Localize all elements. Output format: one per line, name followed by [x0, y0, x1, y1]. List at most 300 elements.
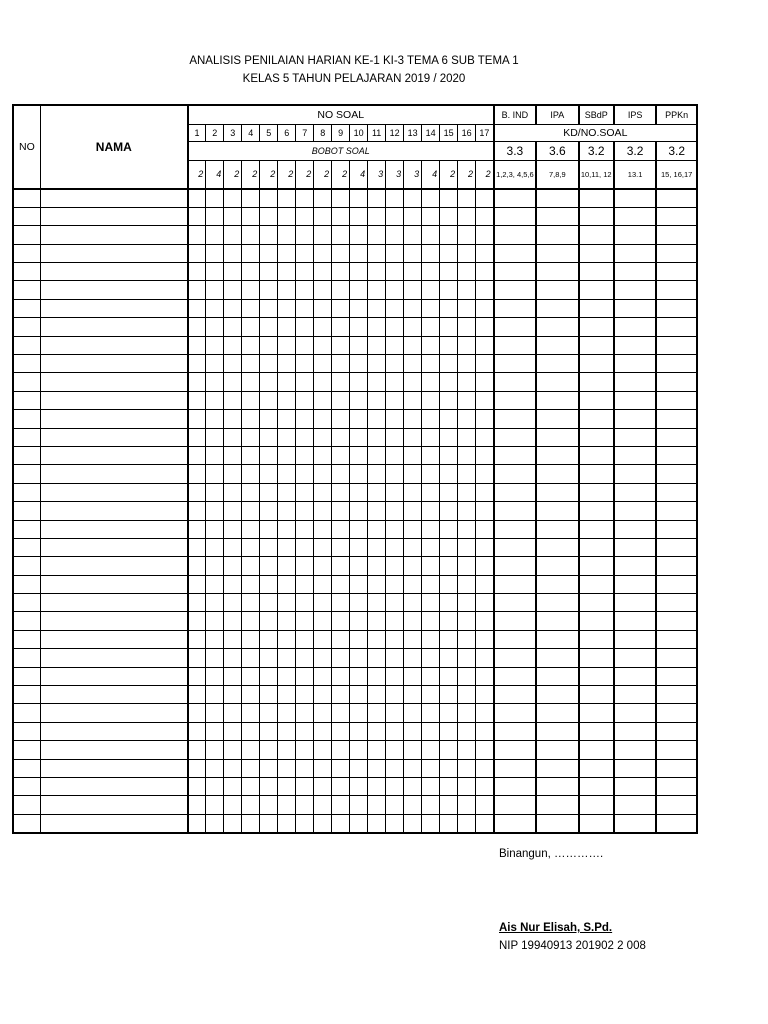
row-score-cell[interactable] — [458, 226, 476, 244]
row-score-cell[interactable] — [224, 759, 242, 777]
row-score-cell[interactable] — [422, 686, 440, 704]
row-score-cell[interactable] — [386, 244, 404, 262]
row-score-cell[interactable] — [188, 226, 206, 244]
row-score-cell[interactable] — [206, 722, 224, 740]
row-score-cell[interactable] — [188, 538, 206, 556]
row-score-cell[interactable] — [206, 281, 224, 299]
row-score-cell[interactable] — [278, 686, 296, 704]
row-score-cell[interactable] — [350, 630, 368, 648]
row-score-cell[interactable] — [332, 410, 350, 428]
row-score-cell[interactable] — [386, 189, 404, 207]
row-score-cell[interactable] — [536, 538, 578, 556]
row-no-cell[interactable] — [13, 722, 40, 740]
row-score-cell[interactable] — [206, 226, 224, 244]
row-score-cell[interactable] — [476, 318, 494, 336]
row-score-cell[interactable] — [458, 373, 476, 391]
row-score-cell[interactable] — [614, 355, 656, 373]
row-score-cell[interactable] — [368, 796, 386, 814]
row-score-cell[interactable] — [386, 446, 404, 464]
row-score-cell[interactable] — [278, 391, 296, 409]
row-score-cell[interactable] — [242, 336, 260, 354]
row-score-cell[interactable] — [386, 538, 404, 556]
row-score-cell[interactable] — [350, 759, 368, 777]
row-no-cell[interactable] — [13, 594, 40, 612]
row-score-cell[interactable] — [350, 741, 368, 759]
row-score-cell[interactable] — [656, 649, 697, 667]
row-score-cell[interactable] — [242, 520, 260, 538]
row-score-cell[interactable] — [314, 538, 332, 556]
row-score-cell[interactable] — [368, 465, 386, 483]
row-score-cell[interactable] — [579, 428, 614, 446]
row-score-cell[interactable] — [368, 483, 386, 501]
row-score-cell[interactable] — [404, 299, 422, 317]
row-score-cell[interactable] — [314, 281, 332, 299]
row-score-cell[interactable] — [458, 483, 476, 501]
row-score-cell[interactable] — [614, 741, 656, 759]
row-name-cell[interactable] — [40, 520, 188, 538]
row-score-cell[interactable] — [260, 722, 278, 740]
row-score-cell[interactable] — [260, 796, 278, 814]
row-score-cell[interactable] — [656, 336, 697, 354]
row-score-cell[interactable] — [656, 207, 697, 225]
row-name-cell[interactable] — [40, 796, 188, 814]
row-score-cell[interactable] — [476, 649, 494, 667]
row-no-cell[interactable] — [13, 318, 40, 336]
row-score-cell[interactable] — [242, 502, 260, 520]
row-score-cell[interactable] — [350, 796, 368, 814]
row-no-cell[interactable] — [13, 244, 40, 262]
row-score-cell[interactable] — [579, 630, 614, 648]
row-score-cell[interactable] — [404, 263, 422, 281]
row-score-cell[interactable] — [494, 704, 536, 722]
row-score-cell[interactable] — [476, 502, 494, 520]
row-score-cell[interactable] — [206, 373, 224, 391]
row-score-cell[interactable] — [422, 612, 440, 630]
row-score-cell[interactable] — [656, 557, 697, 575]
row-score-cell[interactable] — [314, 410, 332, 428]
row-score-cell[interactable] — [314, 299, 332, 317]
row-score-cell[interactable] — [440, 722, 458, 740]
row-no-cell[interactable] — [13, 649, 40, 667]
row-no-cell[interactable] — [13, 741, 40, 759]
row-score-cell[interactable] — [242, 630, 260, 648]
row-score-cell[interactable] — [296, 722, 314, 740]
row-score-cell[interactable] — [458, 520, 476, 538]
row-score-cell[interactable] — [350, 538, 368, 556]
row-score-cell[interactable] — [614, 336, 656, 354]
row-score-cell[interactable] — [386, 226, 404, 244]
row-score-cell[interactable] — [224, 502, 242, 520]
row-score-cell[interactable] — [440, 391, 458, 409]
row-score-cell[interactable] — [206, 446, 224, 464]
row-score-cell[interactable] — [579, 281, 614, 299]
row-score-cell[interactable] — [368, 373, 386, 391]
row-score-cell[interactable] — [242, 299, 260, 317]
row-score-cell[interactable] — [368, 428, 386, 446]
row-score-cell[interactable] — [579, 483, 614, 501]
row-no-cell[interactable] — [13, 446, 40, 464]
row-score-cell[interactable] — [278, 207, 296, 225]
row-score-cell[interactable] — [350, 207, 368, 225]
row-no-cell[interactable] — [13, 465, 40, 483]
row-score-cell[interactable] — [422, 667, 440, 685]
row-score-cell[interactable] — [656, 410, 697, 428]
row-score-cell[interactable] — [494, 594, 536, 612]
row-score-cell[interactable] — [296, 299, 314, 317]
row-score-cell[interactable] — [278, 630, 296, 648]
row-score-cell[interactable] — [278, 778, 296, 796]
row-score-cell[interactable] — [440, 686, 458, 704]
row-score-cell[interactable] — [224, 796, 242, 814]
row-name-cell[interactable] — [40, 318, 188, 336]
row-score-cell[interactable] — [458, 796, 476, 814]
row-score-cell[interactable] — [614, 667, 656, 685]
row-name-cell[interactable] — [40, 741, 188, 759]
row-score-cell[interactable] — [536, 483, 578, 501]
row-score-cell[interactable] — [188, 667, 206, 685]
row-name-cell[interactable] — [40, 410, 188, 428]
row-score-cell[interactable] — [206, 336, 224, 354]
row-score-cell[interactable] — [242, 759, 260, 777]
row-score-cell[interactable] — [188, 391, 206, 409]
row-score-cell[interactable] — [536, 594, 578, 612]
row-no-cell[interactable] — [13, 575, 40, 593]
row-score-cell[interactable] — [242, 612, 260, 630]
row-score-cell[interactable] — [350, 612, 368, 630]
row-score-cell[interactable] — [386, 281, 404, 299]
row-no-cell[interactable] — [13, 502, 40, 520]
row-score-cell[interactable] — [224, 686, 242, 704]
row-score-cell[interactable] — [476, 612, 494, 630]
row-score-cell[interactable] — [422, 557, 440, 575]
row-score-cell[interactable] — [206, 612, 224, 630]
row-score-cell[interactable] — [278, 612, 296, 630]
row-score-cell[interactable] — [536, 189, 578, 207]
row-score-cell[interactable] — [242, 428, 260, 446]
row-score-cell[interactable] — [536, 391, 578, 409]
row-score-cell[interactable] — [278, 318, 296, 336]
row-score-cell[interactable] — [242, 391, 260, 409]
row-score-cell[interactable] — [224, 355, 242, 373]
row-score-cell[interactable] — [614, 759, 656, 777]
row-score-cell[interactable] — [536, 263, 578, 281]
row-score-cell[interactable] — [440, 355, 458, 373]
row-no-cell[interactable] — [13, 391, 40, 409]
row-score-cell[interactable] — [458, 759, 476, 777]
row-score-cell[interactable] — [476, 483, 494, 501]
row-score-cell[interactable] — [188, 263, 206, 281]
row-score-cell[interactable] — [242, 207, 260, 225]
row-score-cell[interactable] — [386, 704, 404, 722]
row-score-cell[interactable] — [332, 318, 350, 336]
row-score-cell[interactable] — [614, 244, 656, 262]
row-score-cell[interactable] — [536, 704, 578, 722]
row-score-cell[interactable] — [386, 355, 404, 373]
row-score-cell[interactable] — [422, 759, 440, 777]
row-name-cell[interactable] — [40, 465, 188, 483]
row-score-cell[interactable] — [278, 263, 296, 281]
row-score-cell[interactable] — [386, 667, 404, 685]
row-score-cell[interactable] — [206, 189, 224, 207]
row-score-cell[interactable] — [260, 814, 278, 832]
row-score-cell[interactable] — [206, 814, 224, 832]
row-score-cell[interactable] — [422, 355, 440, 373]
row-score-cell[interactable] — [224, 244, 242, 262]
row-score-cell[interactable] — [494, 281, 536, 299]
row-score-cell[interactable] — [422, 207, 440, 225]
row-score-cell[interactable] — [332, 741, 350, 759]
row-score-cell[interactable] — [404, 391, 422, 409]
row-score-cell[interactable] — [536, 667, 578, 685]
row-score-cell[interactable] — [242, 741, 260, 759]
row-score-cell[interactable] — [476, 575, 494, 593]
row-score-cell[interactable] — [579, 557, 614, 575]
row-score-cell[interactable] — [296, 502, 314, 520]
row-score-cell[interactable] — [440, 410, 458, 428]
row-score-cell[interactable] — [656, 538, 697, 556]
row-no-cell[interactable] — [13, 814, 40, 832]
row-score-cell[interactable] — [296, 281, 314, 299]
row-score-cell[interactable] — [458, 502, 476, 520]
row-score-cell[interactable] — [278, 410, 296, 428]
row-score-cell[interactable] — [458, 428, 476, 446]
row-score-cell[interactable] — [314, 520, 332, 538]
row-name-cell[interactable] — [40, 483, 188, 501]
row-score-cell[interactable] — [296, 373, 314, 391]
row-score-cell[interactable] — [206, 520, 224, 538]
row-score-cell[interactable] — [536, 336, 578, 354]
row-score-cell[interactable] — [278, 520, 296, 538]
row-score-cell[interactable] — [278, 502, 296, 520]
row-score-cell[interactable] — [579, 520, 614, 538]
row-score-cell[interactable] — [614, 630, 656, 648]
row-score-cell[interactable] — [188, 446, 206, 464]
row-name-cell[interactable] — [40, 538, 188, 556]
row-score-cell[interactable] — [404, 575, 422, 593]
row-score-cell[interactable] — [494, 483, 536, 501]
row-score-cell[interactable] — [350, 667, 368, 685]
row-score-cell[interactable] — [188, 336, 206, 354]
row-score-cell[interactable] — [260, 686, 278, 704]
row-score-cell[interactable] — [278, 814, 296, 832]
row-score-cell[interactable] — [476, 704, 494, 722]
row-score-cell[interactable] — [476, 796, 494, 814]
row-score-cell[interactable] — [332, 189, 350, 207]
row-score-cell[interactable] — [368, 189, 386, 207]
row-score-cell[interactable] — [536, 612, 578, 630]
row-score-cell[interactable] — [386, 391, 404, 409]
row-score-cell[interactable] — [296, 318, 314, 336]
row-score-cell[interactable] — [332, 483, 350, 501]
row-score-cell[interactable] — [494, 391, 536, 409]
row-score-cell[interactable] — [440, 263, 458, 281]
row-score-cell[interactable] — [242, 244, 260, 262]
row-score-cell[interactable] — [224, 575, 242, 593]
row-score-cell[interactable] — [494, 244, 536, 262]
row-score-cell[interactable] — [224, 741, 242, 759]
row-score-cell[interactable] — [260, 759, 278, 777]
row-score-cell[interactable] — [494, 722, 536, 740]
row-score-cell[interactable] — [404, 336, 422, 354]
row-score-cell[interactable] — [368, 686, 386, 704]
row-score-cell[interactable] — [206, 557, 224, 575]
row-score-cell[interactable] — [332, 299, 350, 317]
row-score-cell[interactable] — [242, 226, 260, 244]
row-name-cell[interactable] — [40, 446, 188, 464]
row-score-cell[interactable] — [458, 778, 476, 796]
row-score-cell[interactable] — [314, 207, 332, 225]
row-score-cell[interactable] — [404, 428, 422, 446]
row-no-cell[interactable] — [13, 557, 40, 575]
row-score-cell[interactable] — [242, 538, 260, 556]
row-score-cell[interactable] — [404, 318, 422, 336]
row-name-cell[interactable] — [40, 704, 188, 722]
row-score-cell[interactable] — [476, 538, 494, 556]
row-score-cell[interactable] — [440, 778, 458, 796]
row-score-cell[interactable] — [206, 704, 224, 722]
row-score-cell[interactable] — [536, 814, 578, 832]
row-score-cell[interactable] — [224, 722, 242, 740]
row-score-cell[interactable] — [386, 336, 404, 354]
row-score-cell[interactable] — [579, 704, 614, 722]
row-score-cell[interactable] — [188, 373, 206, 391]
row-score-cell[interactable] — [332, 446, 350, 464]
row-no-cell[interactable] — [13, 263, 40, 281]
row-score-cell[interactable] — [242, 814, 260, 832]
row-score-cell[interactable] — [494, 299, 536, 317]
row-score-cell[interactable] — [368, 722, 386, 740]
row-score-cell[interactable] — [296, 391, 314, 409]
row-score-cell[interactable] — [404, 704, 422, 722]
row-score-cell[interactable] — [656, 465, 697, 483]
row-name-cell[interactable] — [40, 355, 188, 373]
row-score-cell[interactable] — [206, 538, 224, 556]
row-score-cell[interactable] — [224, 318, 242, 336]
row-score-cell[interactable] — [224, 520, 242, 538]
row-score-cell[interactable] — [536, 244, 578, 262]
row-score-cell[interactable] — [314, 649, 332, 667]
row-score-cell[interactable] — [332, 502, 350, 520]
row-score-cell[interactable] — [536, 281, 578, 299]
row-score-cell[interactable] — [188, 704, 206, 722]
row-score-cell[interactable] — [350, 336, 368, 354]
row-score-cell[interactable] — [368, 446, 386, 464]
row-score-cell[interactable] — [440, 520, 458, 538]
row-score-cell[interactable] — [206, 649, 224, 667]
row-score-cell[interactable] — [440, 667, 458, 685]
row-score-cell[interactable] — [296, 741, 314, 759]
row-score-cell[interactable] — [188, 318, 206, 336]
row-score-cell[interactable] — [260, 226, 278, 244]
row-score-cell[interactable] — [476, 741, 494, 759]
row-score-cell[interactable] — [314, 778, 332, 796]
row-score-cell[interactable] — [260, 410, 278, 428]
row-score-cell[interactable] — [494, 686, 536, 704]
row-score-cell[interactable] — [386, 814, 404, 832]
row-score-cell[interactable] — [404, 778, 422, 796]
row-score-cell[interactable] — [206, 759, 224, 777]
row-score-cell[interactable] — [656, 759, 697, 777]
row-score-cell[interactable] — [332, 207, 350, 225]
row-score-cell[interactable] — [242, 594, 260, 612]
row-name-cell[interactable] — [40, 778, 188, 796]
row-name-cell[interactable] — [40, 244, 188, 262]
row-score-cell[interactable] — [476, 244, 494, 262]
row-score-cell[interactable] — [614, 575, 656, 593]
row-score-cell[interactable] — [656, 778, 697, 796]
row-score-cell[interactable] — [579, 446, 614, 464]
row-score-cell[interactable] — [296, 483, 314, 501]
row-score-cell[interactable] — [188, 741, 206, 759]
row-no-cell[interactable] — [13, 189, 40, 207]
row-score-cell[interactable] — [458, 686, 476, 704]
row-score-cell[interactable] — [494, 207, 536, 225]
row-score-cell[interactable] — [278, 336, 296, 354]
row-score-cell[interactable] — [350, 446, 368, 464]
row-score-cell[interactable] — [386, 263, 404, 281]
row-score-cell[interactable] — [494, 502, 536, 520]
row-score-cell[interactable] — [422, 391, 440, 409]
row-score-cell[interactable] — [332, 814, 350, 832]
row-score-cell[interactable] — [278, 373, 296, 391]
row-score-cell[interactable] — [260, 336, 278, 354]
row-score-cell[interactable] — [242, 722, 260, 740]
row-score-cell[interactable] — [614, 502, 656, 520]
row-score-cell[interactable] — [579, 759, 614, 777]
row-no-cell[interactable] — [13, 299, 40, 317]
row-score-cell[interactable] — [458, 575, 476, 593]
row-score-cell[interactable] — [332, 281, 350, 299]
row-score-cell[interactable] — [458, 318, 476, 336]
row-score-cell[interactable] — [656, 446, 697, 464]
row-score-cell[interactable] — [224, 667, 242, 685]
row-no-cell[interactable] — [13, 796, 40, 814]
row-score-cell[interactable] — [476, 373, 494, 391]
row-score-cell[interactable] — [296, 263, 314, 281]
row-name-cell[interactable] — [40, 226, 188, 244]
row-score-cell[interactable] — [332, 612, 350, 630]
row-score-cell[interactable] — [422, 778, 440, 796]
row-score-cell[interactable] — [350, 649, 368, 667]
row-score-cell[interactable] — [404, 502, 422, 520]
row-score-cell[interactable] — [278, 575, 296, 593]
row-score-cell[interactable] — [404, 189, 422, 207]
row-score-cell[interactable] — [350, 686, 368, 704]
row-score-cell[interactable] — [422, 263, 440, 281]
row-score-cell[interactable] — [536, 741, 578, 759]
row-score-cell[interactable] — [296, 814, 314, 832]
row-score-cell[interactable] — [579, 391, 614, 409]
row-score-cell[interactable] — [332, 355, 350, 373]
row-score-cell[interactable] — [440, 318, 458, 336]
row-score-cell[interactable] — [368, 263, 386, 281]
row-score-cell[interactable] — [260, 318, 278, 336]
row-score-cell[interactable] — [656, 704, 697, 722]
row-score-cell[interactable] — [422, 373, 440, 391]
row-score-cell[interactable] — [422, 446, 440, 464]
row-score-cell[interactable] — [422, 244, 440, 262]
row-no-cell[interactable] — [13, 428, 40, 446]
row-score-cell[interactable] — [614, 226, 656, 244]
row-score-cell[interactable] — [242, 446, 260, 464]
row-name-cell[interactable] — [40, 575, 188, 593]
row-score-cell[interactable] — [614, 686, 656, 704]
row-score-cell[interactable] — [656, 612, 697, 630]
row-score-cell[interactable] — [404, 612, 422, 630]
row-score-cell[interactable] — [368, 667, 386, 685]
row-score-cell[interactable] — [476, 189, 494, 207]
row-score-cell[interactable] — [296, 428, 314, 446]
